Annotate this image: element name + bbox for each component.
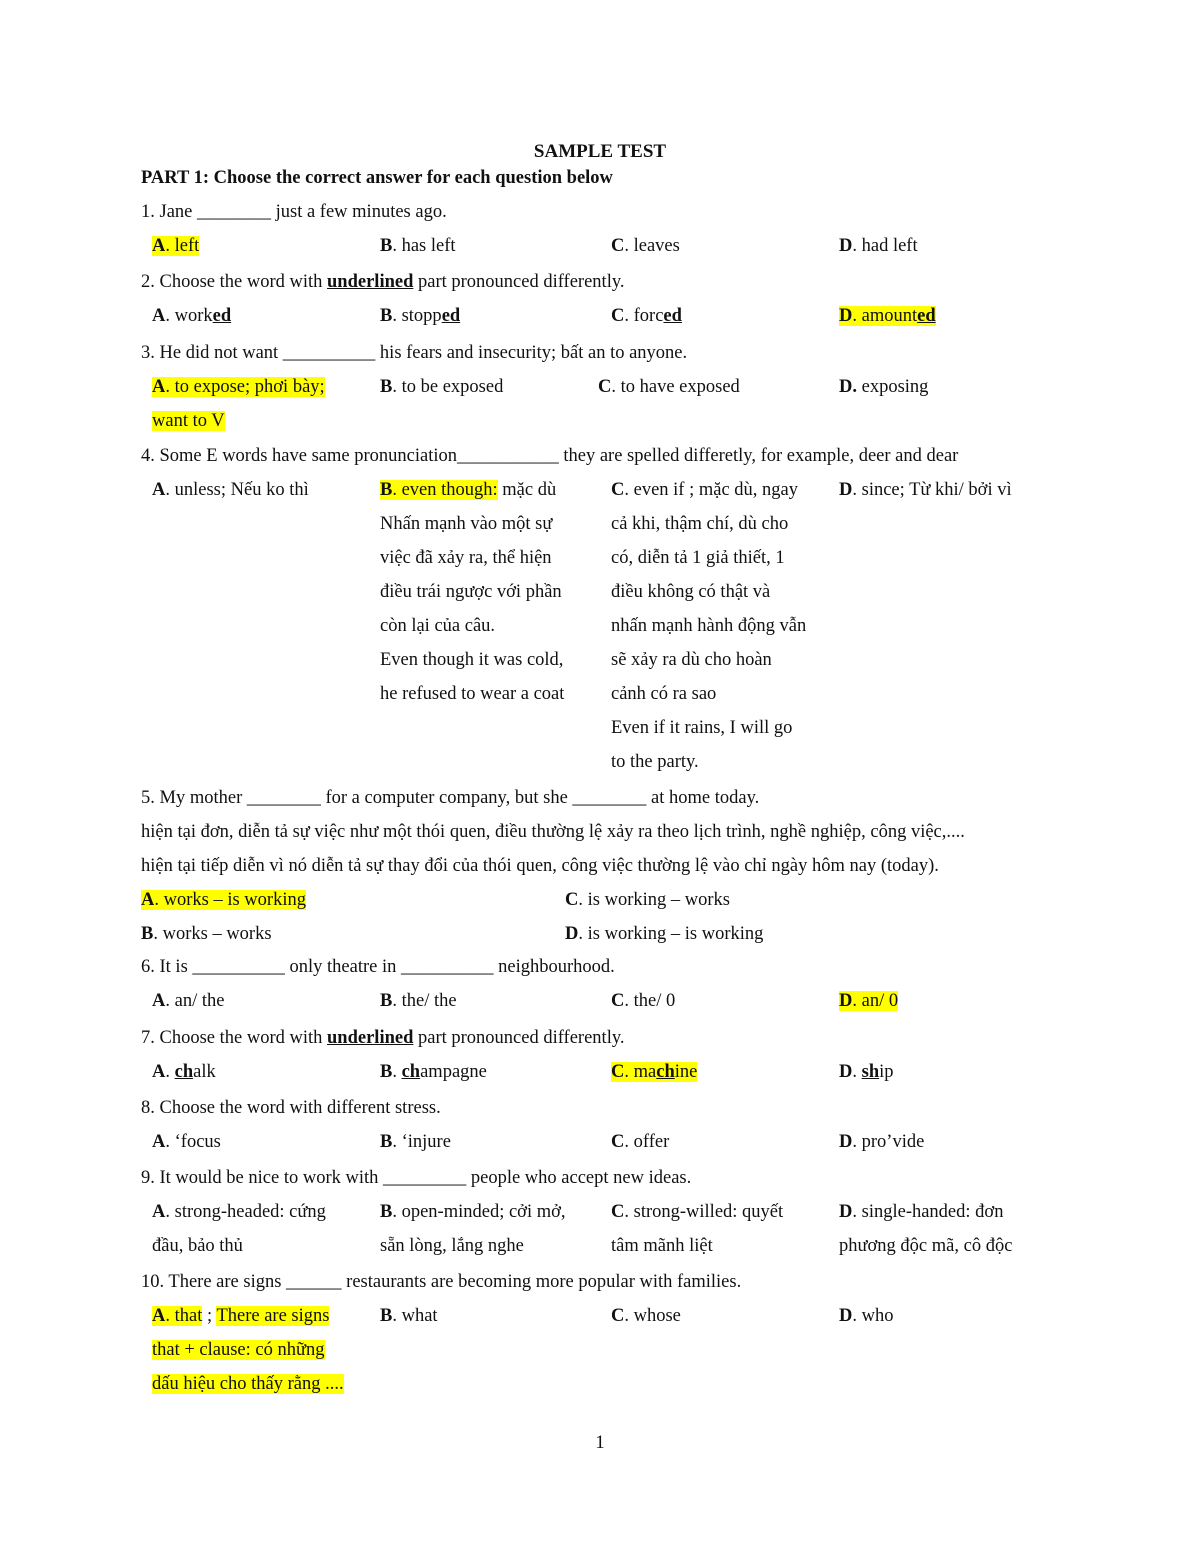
text-segment: D — [839, 1062, 853, 1082]
option-line — [152, 1195, 326, 1229]
answer-option-D[interactable] — [839, 1055, 894, 1089]
option-line — [598, 370, 740, 404]
answer-note: hiện tại đơn, diễn tả sự việc như một thói quen, điều thường lệ xảy ra theo lịch trình, nghề nghiệp, công việc,.... — [141, 822, 965, 842]
option-line — [152, 1299, 344, 1333]
text-segment: ed — [663, 306, 682, 326]
text-segment: 8. Choose the word with different stress. — [141, 1098, 441, 1118]
text-segment: A — [152, 1202, 166, 1222]
text-segment: . ‘injure — [392, 1132, 451, 1152]
option-line — [380, 370, 503, 404]
option-line — [839, 370, 928, 404]
text-segment: Even if it rains, I will go — [611, 718, 793, 738]
text-segment: 4. Some E words have same pronunciation___________ they are spelled differetly, for example, deer and dear — [141, 446, 959, 466]
text-segment: phương độc mã, cô độc — [839, 1236, 1013, 1256]
options — [141, 1299, 1041, 1401]
highlighted-text: . even though: — [392, 480, 498, 500]
text-segment: 1. Jane ________ just a few minutes ago. — [141, 202, 447, 222]
option-line — [380, 1229, 566, 1263]
answer-option-A[interactable] — [152, 1195, 326, 1263]
text-segment: . leaves — [624, 236, 680, 256]
answer-option-B[interactable] — [380, 1195, 566, 1263]
text-segment: . an/ the — [165, 991, 225, 1011]
answer-option-A[interactable] — [152, 984, 224, 1018]
question-stem — [141, 1091, 1041, 1125]
answer-option-D[interactable] — [839, 1195, 1012, 1263]
question-stem — [141, 265, 1041, 299]
option-line — [380, 677, 564, 711]
option-line — [152, 299, 231, 333]
answer-option-B[interactable] — [565, 883, 730, 917]
option-line — [611, 1229, 783, 1263]
text-segment: . since; Từ khi/ bởi vì — [852, 480, 1012, 500]
text-segment: . whose — [624, 1306, 681, 1326]
text-segment: điều không có thật và — [611, 582, 771, 602]
text-segment: B — [380, 377, 393, 397]
text-segment: A — [152, 306, 166, 326]
text-segment: . offer — [624, 1132, 670, 1152]
text-segment: . what — [392, 1306, 438, 1326]
question-3 — [141, 336, 1041, 438]
text-segment: ed — [212, 306, 232, 326]
text-segment: exposing — [857, 377, 929, 397]
text-segment: A — [152, 1132, 166, 1152]
highlighted-text: . works – is working — [154, 890, 306, 910]
option-line — [380, 1125, 451, 1159]
text-segment: tâm mãnh liệt — [611, 1236, 713, 1256]
text-segment: . — [392, 1062, 402, 1082]
option-line — [611, 711, 806, 745]
answer-option-B[interactable] — [380, 1125, 451, 1159]
option-line — [152, 984, 224, 1018]
option-line — [611, 609, 806, 643]
highlighted-text: D — [839, 991, 853, 1011]
text-segment: 7. Choose the word with — [141, 1028, 328, 1048]
answer-option-C[interactable] — [611, 1055, 697, 1089]
text-segment: C — [611, 480, 625, 500]
option-line — [611, 1299, 681, 1333]
answer-option-B[interactable] — [380, 1055, 487, 1089]
text-segment: . to have exposed — [611, 377, 740, 397]
question-1 — [141, 195, 1041, 263]
option-line — [611, 299, 682, 333]
text-segment: đầu, bảo thủ — [152, 1236, 243, 1256]
text-segment: underlined — [327, 1028, 414, 1048]
option-line — [565, 883, 730, 917]
question-stem — [141, 1021, 1041, 1055]
answer-option-D[interactable] — [839, 1299, 894, 1333]
text-segment: alk — [193, 1062, 216, 1082]
answer-option-C[interactable] — [611, 473, 806, 779]
option-line — [839, 229, 918, 263]
answer-option-C[interactable] — [598, 370, 740, 404]
answer-option-C[interactable] — [611, 299, 682, 333]
text-segment: . strong-willed: quyết — [624, 1202, 784, 1222]
text-segment: Nhấn mạnh vào một sự — [380, 514, 553, 534]
option-line — [380, 1299, 438, 1333]
options — [141, 473, 1041, 779]
question-9 — [141, 1161, 1041, 1263]
options — [141, 1055, 1041, 1089]
answer-option-A[interactable] — [141, 883, 306, 917]
option-line — [380, 541, 564, 575]
text-segment: ch — [174, 1062, 194, 1082]
options — [141, 1195, 1041, 1263]
part-heading-block — [141, 161, 1041, 195]
text-segment: có, diễn tả 1 giả thiết, 1 — [611, 548, 785, 568]
text-segment: . strong-headed: cứng — [165, 1202, 326, 1222]
option-line — [839, 1195, 1012, 1229]
option-line — [152, 1055, 216, 1089]
text-segment: D — [839, 1132, 853, 1152]
options — [141, 229, 1041, 263]
text-segment: A — [152, 1062, 166, 1082]
text-segment: 10. There are signs ______ restaurants are becoming more popular with families. — [141, 1272, 742, 1292]
option-line — [380, 1055, 487, 1089]
text-segment: D — [565, 924, 579, 944]
answer-option-D[interactable] — [839, 473, 1012, 507]
text-segment: . stopp — [392, 306, 442, 326]
answer-option-D[interactable] — [839, 984, 898, 1018]
text-segment: D. — [839, 377, 857, 397]
text-segment: to the party. — [611, 752, 699, 772]
option-line — [380, 643, 564, 677]
highlighted-text: that + clause: có những — [152, 1340, 325, 1360]
question-stem — [141, 950, 1041, 984]
question-6 — [141, 950, 1041, 1018]
options — [141, 370, 1041, 438]
question-stem — [141, 195, 1041, 229]
option-line — [839, 1055, 894, 1089]
text-segment: 3. He did not want __________ his fears and insecurity; bất an to anyone. — [141, 343, 688, 363]
text-segment: ip — [879, 1062, 894, 1082]
option-line — [141, 883, 306, 917]
answer-option-C[interactable] — [611, 984, 675, 1018]
text-segment: cả khi, thậm chí, dù cho — [611, 514, 789, 534]
options — [141, 984, 1041, 1018]
text-segment: . to be exposed — [392, 377, 504, 397]
text-segment: . ‘focus — [165, 1132, 221, 1152]
text-segment: D — [839, 1306, 853, 1326]
text-segment: ed — [441, 306, 461, 326]
option-line — [380, 299, 460, 333]
option-line — [380, 984, 457, 1018]
question-stem — [141, 1265, 1041, 1299]
options — [141, 883, 1041, 951]
text-segment: . single-handed: đơn — [852, 1202, 1004, 1222]
option-line — [611, 984, 675, 1018]
answer-option-B[interactable] — [380, 229, 456, 263]
text-segment: part pronounced differently. — [413, 1028, 625, 1048]
answer-option-A[interactable] — [152, 299, 231, 333]
highlighted-text: . amount — [852, 306, 918, 326]
answer-option-D[interactable] — [839, 1125, 924, 1159]
highlighted-text: There are signs — [216, 1306, 330, 1326]
highlighted-text: . to expose; phơi bày; — [165, 377, 325, 397]
text-segment: 2. Choose the word with — [141, 272, 328, 292]
answer-option-D[interactable] — [839, 299, 936, 333]
option-line — [611, 1195, 783, 1229]
text-segment: underlined — [327, 272, 414, 292]
answer-option-B[interactable] — [380, 299, 460, 333]
answer-option-A[interactable] — [152, 473, 309, 507]
text-segment: . even if ; mặc dù, ngay — [624, 480, 799, 500]
option-line — [611, 1055, 697, 1089]
answer-option-A[interactable] — [152, 370, 325, 438]
highlighted-text: . an/ 0 — [852, 991, 899, 1011]
text-segment: ; — [202, 1306, 217, 1326]
text-segment: C — [611, 236, 625, 256]
text-segment: 6. It is __________ only theatre in __________ neighbourhood. — [141, 957, 615, 977]
text-segment: . who — [852, 1306, 894, 1326]
text-segment: C — [598, 377, 612, 397]
highlighted-text: A — [152, 377, 166, 397]
option-line — [839, 299, 936, 333]
highlighted-text: . that — [165, 1306, 203, 1326]
text-segment: C — [611, 991, 625, 1011]
text-segment: 9. It would be nice to work with _________ people who accept new ideas. — [141, 1168, 692, 1188]
answer-option-C[interactable] — [611, 229, 680, 263]
text-segment: . — [852, 1062, 862, 1082]
option-line — [380, 229, 456, 263]
option-line — [152, 1125, 221, 1159]
text-segment: . work — [165, 306, 213, 326]
option-line — [839, 984, 898, 1018]
answer-option-B[interactable] — [380, 473, 564, 711]
highlighted-text: ine — [674, 1062, 698, 1082]
highlighted-text: A — [152, 1306, 166, 1326]
options — [141, 1125, 1041, 1159]
text-segment: part pronounced differently. — [413, 272, 625, 292]
text-segment: B — [380, 236, 393, 256]
text-segment: D — [839, 1202, 853, 1222]
text-segment: sẵn lòng, lắng nghe — [380, 1236, 524, 1256]
option-line — [152, 473, 309, 507]
text-segment: C — [611, 306, 625, 326]
option-line — [380, 609, 564, 643]
text-segment: . forc — [624, 306, 664, 326]
question-7 — [141, 1021, 1041, 1089]
text-segment: B — [380, 1132, 393, 1152]
option-line — [380, 507, 564, 541]
highlighted-text: A — [141, 890, 155, 910]
text-segment: sh — [861, 1062, 880, 1082]
option-line — [611, 541, 806, 575]
question-8 — [141, 1091, 1041, 1159]
text-segment: . is working – is working — [578, 924, 764, 944]
text-segment: . — [165, 1062, 175, 1082]
answer-note: hiện tại tiếp diễn vì nó diễn tả sự thay đổi của thói quen, công việc thường lệ vào chỉ ngày hôm nay (today). — [141, 856, 939, 876]
option-line — [839, 473, 1012, 507]
highlighted-text: . ma — [624, 1062, 657, 1082]
highlighted-text: dấu hiệu cho thấy rằng .... — [152, 1374, 344, 1394]
text-segment: . pro’vide — [852, 1132, 925, 1152]
option-line — [380, 473, 564, 507]
question-stem — [141, 336, 1041, 370]
text-segment: . has left — [392, 236, 456, 256]
text-segment: D — [839, 480, 853, 500]
answer-option-C[interactable] — [611, 1195, 783, 1263]
text-segment: B — [380, 1202, 393, 1222]
text-segment: . unless; Nếu ko thì — [165, 480, 309, 500]
part-heading: PART 1: Choose the correct answer for each question below — [141, 168, 613, 188]
highlighted-text: ch — [656, 1062, 675, 1082]
answer-option-C[interactable] — [611, 1125, 669, 1159]
highlighted-text: ed — [917, 306, 936, 326]
text-segment: 5. My mother ________ for a computer company, but she ________ at home today. — [141, 788, 760, 808]
option-line — [839, 1299, 894, 1333]
highlighted-text: C — [611, 1062, 625, 1082]
text-segment: C — [565, 890, 579, 910]
text-segment: nhấn mạnh hành động vẫn — [611, 616, 807, 636]
answer-option-B[interactable] — [380, 1299, 438, 1333]
answer-option-A[interactable] — [152, 1125, 221, 1159]
text-segment: B — [380, 306, 393, 326]
text-segment: B — [380, 1306, 393, 1326]
text-segment: ch — [401, 1062, 421, 1082]
option-line — [839, 1229, 1012, 1263]
answer-option-A[interactable] — [152, 1055, 216, 1089]
option-line — [611, 677, 806, 711]
text-segment: còn lại của câu. — [380, 616, 496, 636]
text-segment: việc đã xảy ra, thể hiện — [380, 548, 552, 568]
question-stem — [141, 1161, 1041, 1195]
page-title: SAMPLE TEST — [533, 141, 667, 162]
question-2 — [141, 265, 1041, 333]
answer-option-D[interactable] — [839, 229, 918, 263]
text-segment: sẽ xảy ra dù cho hoàn — [611, 650, 772, 670]
highlighted-text: . left — [165, 236, 200, 256]
highlighted-text: A — [152, 236, 166, 256]
option-line — [152, 1229, 326, 1263]
text-segment: cảnh có ra sao — [611, 684, 717, 704]
text-segment: C — [611, 1132, 625, 1152]
option-line — [380, 1195, 566, 1229]
answer-option-C[interactable] — [611, 1299, 681, 1333]
option-line — [839, 1125, 924, 1159]
highlighted-text: B — [380, 480, 393, 500]
answer-option-D[interactable] — [565, 917, 763, 951]
text-segment: A — [152, 480, 166, 500]
option-line — [152, 1367, 344, 1401]
option-line — [565, 917, 763, 951]
text-segment: . the/ 0 — [624, 991, 676, 1011]
option-line — [152, 404, 325, 438]
text-segment: Even though it was cold, — [380, 650, 564, 670]
option-line — [141, 917, 272, 951]
text-segment: . open-minded; cởi mở, — [392, 1202, 566, 1222]
question-stem — [141, 781, 1041, 815]
answer-option-A[interactable] — [152, 229, 199, 263]
option-line — [152, 229, 199, 263]
text-segment: . had left — [852, 236, 918, 256]
option-line — [611, 473, 806, 507]
text-segment: ampagne — [420, 1062, 487, 1082]
option-line — [611, 229, 680, 263]
text-segment: C — [611, 1202, 625, 1222]
answer-option-D[interactable] — [839, 370, 928, 404]
text-segment: he refused to wear a coat — [380, 684, 565, 704]
option-line — [611, 575, 806, 609]
question-5 — [141, 781, 1041, 951]
text-segment: B — [141, 924, 154, 944]
question-10 — [141, 1265, 1041, 1401]
option-line — [152, 1333, 344, 1367]
text-segment: B — [380, 991, 393, 1011]
question-stem — [141, 439, 1041, 473]
answer-option-B[interactable] — [380, 370, 503, 404]
option-line — [611, 1125, 669, 1159]
text-segment: A — [152, 991, 166, 1011]
question-4 — [141, 439, 1041, 779]
text-segment: . is working – works — [578, 890, 730, 910]
options — [141, 299, 1041, 333]
answer-option-A[interactable] — [152, 1299, 344, 1401]
text-segment: điều trái ngược với phần — [380, 582, 562, 602]
text-segment: B — [380, 1062, 393, 1082]
highlighted-text: want to V — [152, 411, 225, 431]
answer-option-C[interactable] — [141, 917, 272, 951]
option-line — [611, 745, 806, 779]
option-line — [611, 643, 806, 677]
option-line — [152, 370, 325, 404]
highlighted-text: D — [839, 306, 853, 326]
option-line — [611, 507, 806, 541]
text-segment: mặc dù — [497, 480, 557, 500]
text-segment: C — [611, 1306, 625, 1326]
text-segment: . works – works — [153, 924, 272, 944]
answer-option-B[interactable] — [380, 984, 457, 1018]
text-segment: D — [839, 236, 853, 256]
text-segment: . the/ the — [392, 991, 457, 1011]
option-line — [380, 575, 564, 609]
page-number: 1 — [595, 1432, 605, 1453]
